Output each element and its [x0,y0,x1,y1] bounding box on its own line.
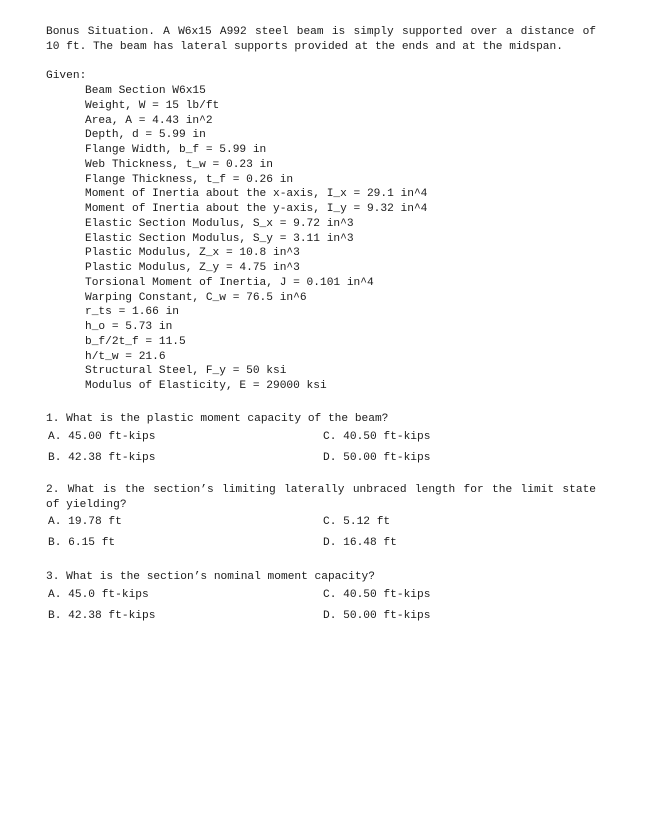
given-label: Given: [46,70,87,82]
choice-d: D. 16.48 ft [323,537,397,550]
given-item: Moment of Inertia about the x-axis, I_x = 29.1 in^4 [85,188,428,201]
given-item: r_ts = 1.66 in [85,306,179,319]
given-item: Torsional Moment of Inertia, J = 0.101 in^4 [85,276,374,289]
choice-c: C. 40.50 ft-kips [323,430,431,443]
given-item: Flange Thickness, t_f = 0.26 in [85,173,294,186]
question-2 [46,483,596,559]
given-list [85,84,427,394]
choice-c: C. 40.50 ft-kips [323,588,431,601]
given-item: Flange Width, b_f = 5.99 in [85,144,267,156]
given-item: Web Thickness, t_w = 0.23 in [85,158,273,171]
given-item: Depth, d = 5.99 in [85,129,206,142]
choice-b: B. 6.15 ft [48,537,116,550]
choice-d: D. 50.00 ft-kips [323,609,431,622]
given-item: h/t_w = 21.6 [85,350,166,363]
choice-b: B. 42.38 ft-kips [48,609,156,622]
problem-intro: Bonus Situation. A W6x15 A992 steel beam is simply supported over a distance of 10 ft. The beam has lateral supports provided at the ends and at the midspan. [46,26,596,53]
answer-choices [46,430,596,474]
given-item: Moment of Inertia about the y-axis, I_y = 9.32 in^4 [85,203,428,215]
given-item: Elastic Section Modulus, S_x = 9.72 in^3 [85,217,354,230]
choice-a: A. 45.0 ft-kips [48,588,149,601]
question-text: 3. What is the section’s nominal moment capacity? [46,571,375,583]
given-item: Plastic Modulus, Z_y = 4.75 in^3 [85,262,300,274]
given-item: Beam Section W6x15 [85,85,206,97]
choice-a: A. 19.78 ft [48,516,122,529]
answer-choices [46,588,596,632]
choice-b: B. 42.38 ft-kips [48,451,156,464]
question-text: 1. What is the plastic moment capacity of the beam? [46,413,389,425]
question-1 [46,412,596,474]
given-item: Weight, W = 15 lb/ft [85,99,220,112]
given-item: Plastic Modulus, Z_x = 10.8 in^3 [85,247,300,260]
question-text: 2. What is the section’s limiting laterally unbraced length for the limit state of yielding? [46,484,596,511]
choice-d: D. 50.00 ft-kips [323,451,431,464]
choice-c: C. 5.12 ft [323,516,391,529]
choice-a: A. 45.00 ft-kips [48,430,156,443]
answer-choices [46,515,596,559]
given-item: Elastic Section Modulus, S_y = 3.11 in^3 [85,232,354,245]
given-item: h_o = 5.73 in [85,321,173,333]
given-item: Warping Constant, C_w = 76.5 in^6 [85,291,307,304]
question-3 [46,570,596,632]
given-item: Area, A = 4.43 in^2 [85,114,213,127]
given-item: Structural Steel, F_y = 50 ksi [85,365,287,378]
given-item: Modulus of Elasticity, E = 29000 ksi [85,380,327,392]
given-item: b_f/2t_f = 11.5 [85,335,186,348]
